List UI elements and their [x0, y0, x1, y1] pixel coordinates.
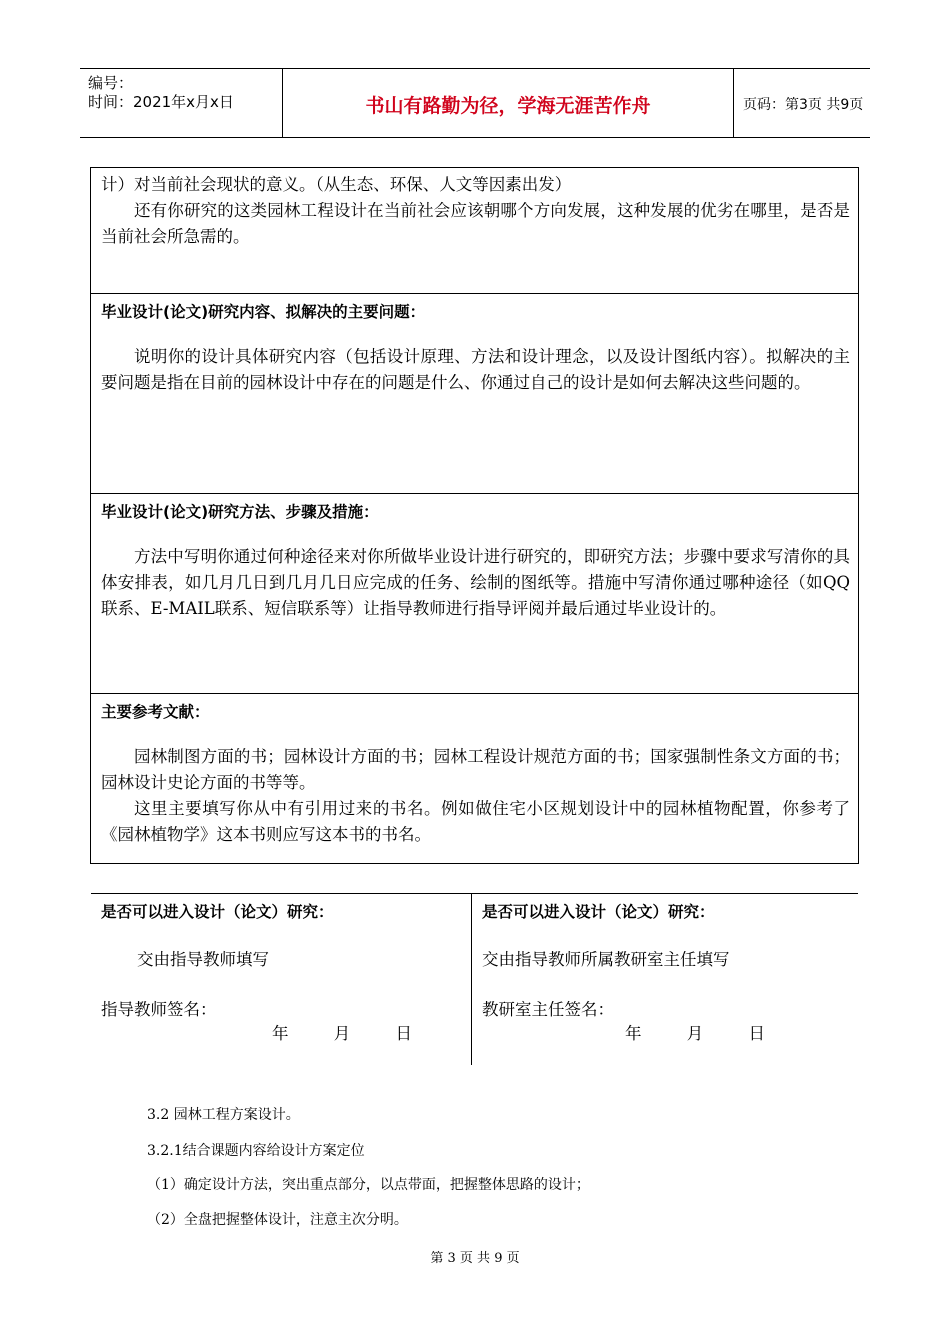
- list-item: （2）全盘把握整体设计，注意主次分明。: [147, 1212, 408, 1228]
- advisor-approval-cell: [91, 894, 472, 1065]
- research-content-heading: 毕业设计(论文)研究内容、拟解决的主要问题：: [101, 303, 426, 321]
- director-approval-note: 交由指导教师所属教研室主任填写: [482, 950, 730, 969]
- header-page-number: 页码：第3页 共9页: [743, 97, 864, 113]
- table-row-significance: [91, 168, 858, 293]
- date-day: 日: [748, 1024, 765, 1043]
- header-meta: [80, 69, 282, 137]
- header-page-cell: [733, 69, 870, 137]
- advisor-signature-label: 指导教师签名：: [101, 1000, 217, 1019]
- document-number-label: 编号：: [88, 74, 134, 92]
- table-row-approval: [91, 893, 858, 1065]
- subsection-heading: 3.2.1结合课题内容给设计方案定位: [147, 1143, 365, 1159]
- director-signature-label: 教研室主任签名：: [482, 1000, 614, 1019]
- page-header: [80, 68, 870, 138]
- date-day: 日: [395, 1024, 412, 1043]
- list-item: （1）确定设计方法，突出重点部分，以点带面，把握整体思路的设计；: [147, 1177, 590, 1193]
- date-year: 年: [272, 1024, 289, 1043]
- director-approval-heading: 是否可以进入设计（论文）研究：: [482, 903, 715, 921]
- document-time-label: 时间：2021年x月x日: [88, 93, 234, 111]
- table-row-research-content: [91, 293, 858, 493]
- proposal-table: [90, 167, 859, 1043]
- header-motto-cell: [282, 69, 734, 137]
- date-year: 年: [625, 1024, 642, 1043]
- date-month: 月: [686, 1024, 704, 1043]
- section-heading: 3.2 园林工程方案设计。: [147, 1107, 300, 1123]
- director-date: [625, 1020, 765, 1044]
- table-row-research-methods: [91, 493, 858, 693]
- page-footer: 第 3 页 共 9 页: [430, 1251, 520, 1266]
- significance-paragraph: 还有你研究的这类园林工程设计在当前社会应该朝哪个方向发展，这种发展的优劣在哪里，是否是当前社会所急需的。: [101, 201, 850, 246]
- advisor-approval-heading: 是否可以进入设计（论文）研究：: [101, 903, 334, 921]
- significance-line: 计）对当前社会现状的意义。（从生态、环保、人文等因素出发）: [101, 175, 572, 194]
- references-heading: 主要参考文献：: [101, 703, 210, 721]
- date-month: 月: [333, 1024, 351, 1043]
- references-paragraph-2: 这里主要填写你从中有引用过来的书名。例如做住宅小区规划设计中的园林植物配置，你参考了《园林植物学》这本书则应写这本书的书名。: [101, 799, 850, 844]
- header-motto: 书山有路勤为径，学海无涯苦作舟: [365, 95, 651, 117]
- references-paragraph-1: 园林制图方面的书；园林设计方面的书；园林工程设计规范方面的书；国家强制性条文方面的书；园林设计史论方面的书等等。: [101, 747, 850, 792]
- table-row-references: [91, 693, 858, 893]
- director-approval-cell: [472, 894, 858, 1065]
- advisor-approval-note: 交由指导教师填写: [137, 950, 269, 969]
- research-methods-paragraph: 方法中写明你通过何种途径来对你所做毕业设计进行研究的，即研究方法；步骤中要求写清你的具体安排表，如几月几日到几月几日应完成的任务、绘制的图纸等。措施中写清你通过哪种途径（如QQ联系、E-MAIL联系、短信联系等）让指导教师进行指导评阅并最后通过毕业设计的。: [101, 547, 850, 618]
- research-methods-heading: 毕业设计(论文)研究方法、步骤及措施：: [101, 503, 379, 521]
- research-content-paragraph: 说明你的设计具体研究内容（包括设计原理、方法和设计理念，以及设计图纸内容）。拟解决的主要问题是指在目前的园林设计中存在的问题是什么、你通过自己的设计是如何去解决这些问题的。: [101, 347, 850, 392]
- advisor-date: [272, 1020, 412, 1044]
